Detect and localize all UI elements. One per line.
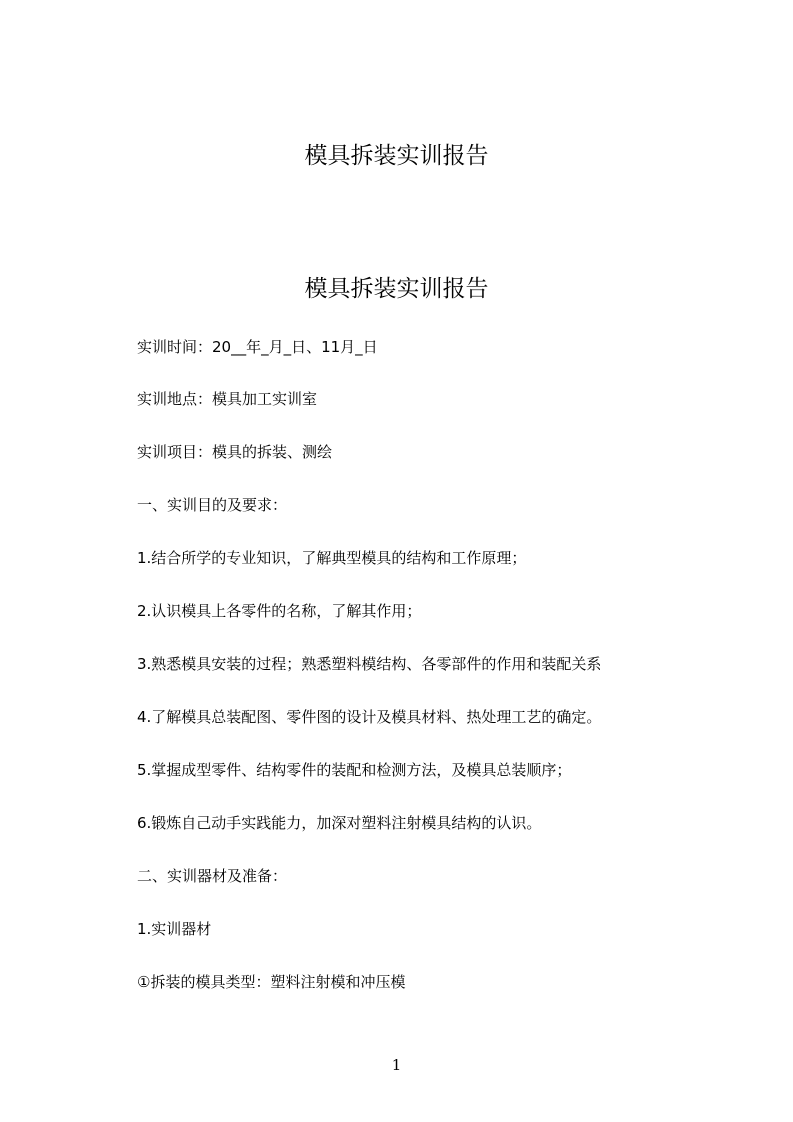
objective-item-5: 5.掌握成型零件、结构零件的装配和检测方法，及模具总装顺序；: [137, 761, 572, 779]
page-number: 1: [391, 1056, 402, 1074]
section-heading-equipment: 二、实训器材及准备：: [137, 867, 288, 885]
objective-item-6: 6.锻炼自己动手实践能力，加深对塑料注射模具结构的认识。: [137, 814, 542, 832]
training-location-line: 实训地点：模具加工实训室: [137, 390, 318, 408]
cover-title: 模具拆装实训报告: [304, 143, 489, 169]
section-heading-objectives: 一、实训目的及要求：: [137, 496, 288, 514]
training-time-line: 实训时间：20__年_月_日、11月_日: [137, 338, 378, 356]
report-title: 模具拆装实训报告: [304, 276, 489, 302]
equipment-item-1: ①拆装的模具类型：塑料注射模和冲压模: [137, 973, 406, 991]
equipment-subheading: 1.实训器材: [137, 920, 212, 938]
training-project-line: 实训项目：模具的拆装、测绘: [137, 443, 333, 461]
objective-item-1: 1.结合所学的专业知识，了解典型模具的结构和工作原理；: [137, 549, 527, 567]
objective-item-4: 4.了解模具总装配图、零件图的设计及模具材料、热处理工艺的确定。: [137, 708, 602, 726]
objective-item-2: 2.认识模具上各零件的名称，了解其作用；: [137, 602, 422, 620]
objective-item-3: 3.熟悉模具安装的过程；熟悉塑料模结构、各零部件的作用和装配关系: [137, 655, 602, 673]
